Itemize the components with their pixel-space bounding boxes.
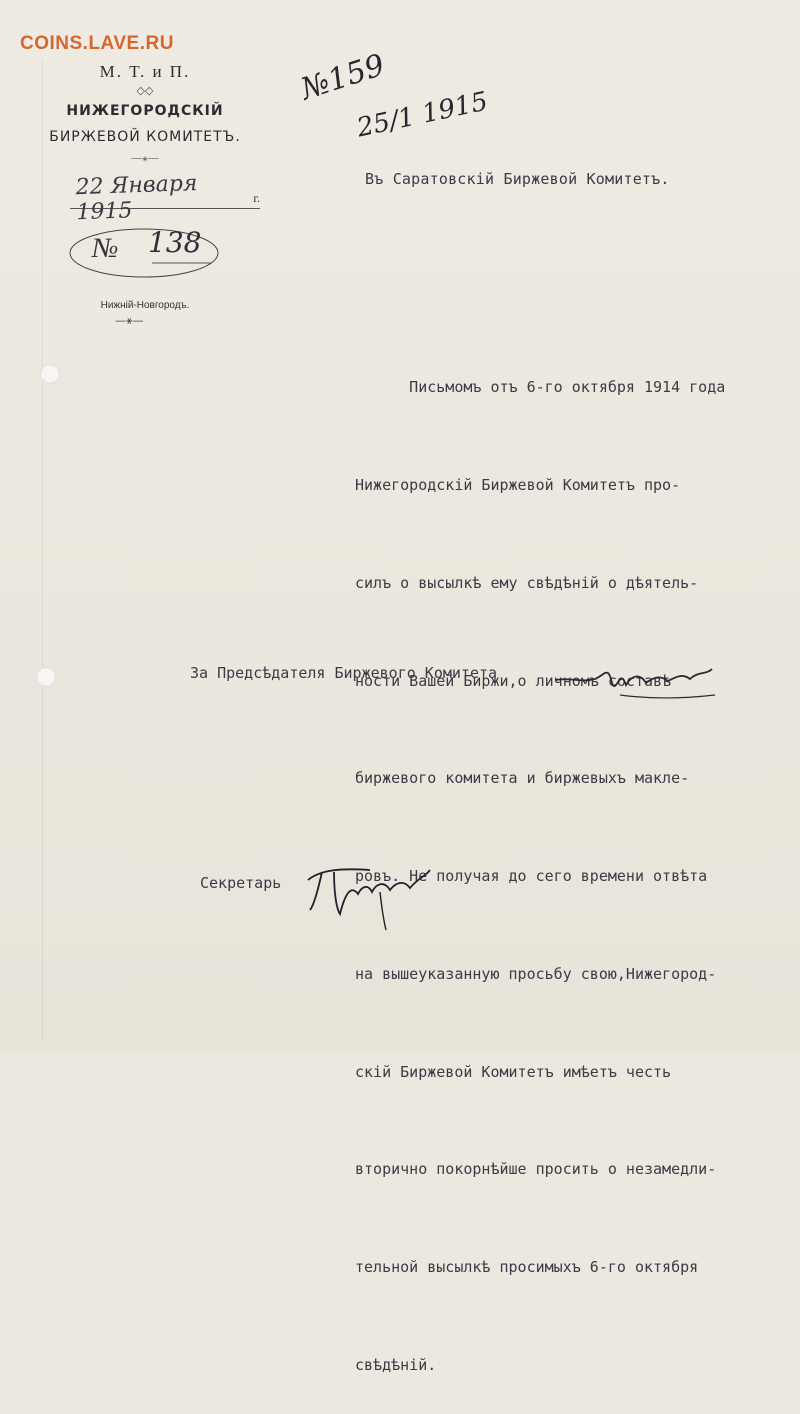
letterhead-ornament: ◇◇ [136, 85, 154, 97]
committee-name-line2: БИРЖЕВОЙ КОМИТЕТЪ. [49, 129, 241, 145]
body-line: биржевого комитета и биржевыхъ макле- [355, 769, 690, 788]
city-name: Нижній-Новгородъ. [100, 300, 190, 311]
secretary-signature [300, 850, 435, 935]
body-line: Нижегородскій Биржевой Комитетъ про- [355, 475, 681, 494]
number-label: № [92, 233, 119, 264]
punch-hole [36, 667, 56, 687]
body-line: тельной высылкѣ просимыхъ 6-го октября [355, 1258, 699, 1277]
body-line: Письмомъ отъ 6-го октября 1914 года [355, 378, 726, 397]
body-line: ности Вашей Биржи,о личномъ составѣ [355, 671, 672, 690]
chairman-signature [550, 655, 725, 705]
body-line: силъ о высылкѣ ему свѣдѣній о дѣятель- [355, 573, 699, 592]
body-line: вторично покорнѣйше просить о незамедли- [355, 1160, 717, 1179]
recipient-line: Въ Саратовскій Биржевой Комитетъ. [365, 170, 670, 188]
date-suffix: г. [253, 191, 260, 205]
letterhead [20, 62, 270, 164]
committee-name-line1: НИЖЕГОРОДСКІЙ [66, 103, 224, 119]
handwritten-date: 22 Января 1915 [75, 170, 198, 226]
letterhead-ornament-2: —⁎— [131, 152, 159, 164]
incoming-date-handwritten: 25/1 1915 [354, 86, 491, 144]
city-ornament: —⚹— [115, 314, 144, 327]
site-watermark: COINS.LAVE.RU [20, 33, 174, 54]
chairman-signature-line: За Предсѣдателя Биржевого Комитета [190, 664, 498, 682]
secretary-label: Секретарь [200, 874, 282, 892]
body-line: ровъ. Не получая до сего времени отвѣта [355, 867, 708, 886]
ministry-initials: М. Т. и П. [99, 62, 191, 81]
punch-hole [40, 364, 60, 384]
body-line: на вышеуказанную просьбу свою,Нижегород- [355, 964, 717, 983]
body-line: свѣдѣній. [355, 1356, 437, 1374]
body-line: скій Биржевой Комитетъ имѣетъ честь [355, 1062, 672, 1081]
paper-fold-line [42, 60, 43, 1040]
outgoing-number: 138 [148, 226, 202, 259]
date-field [70, 170, 260, 226]
incoming-number-handwritten: №159 [296, 47, 389, 108]
